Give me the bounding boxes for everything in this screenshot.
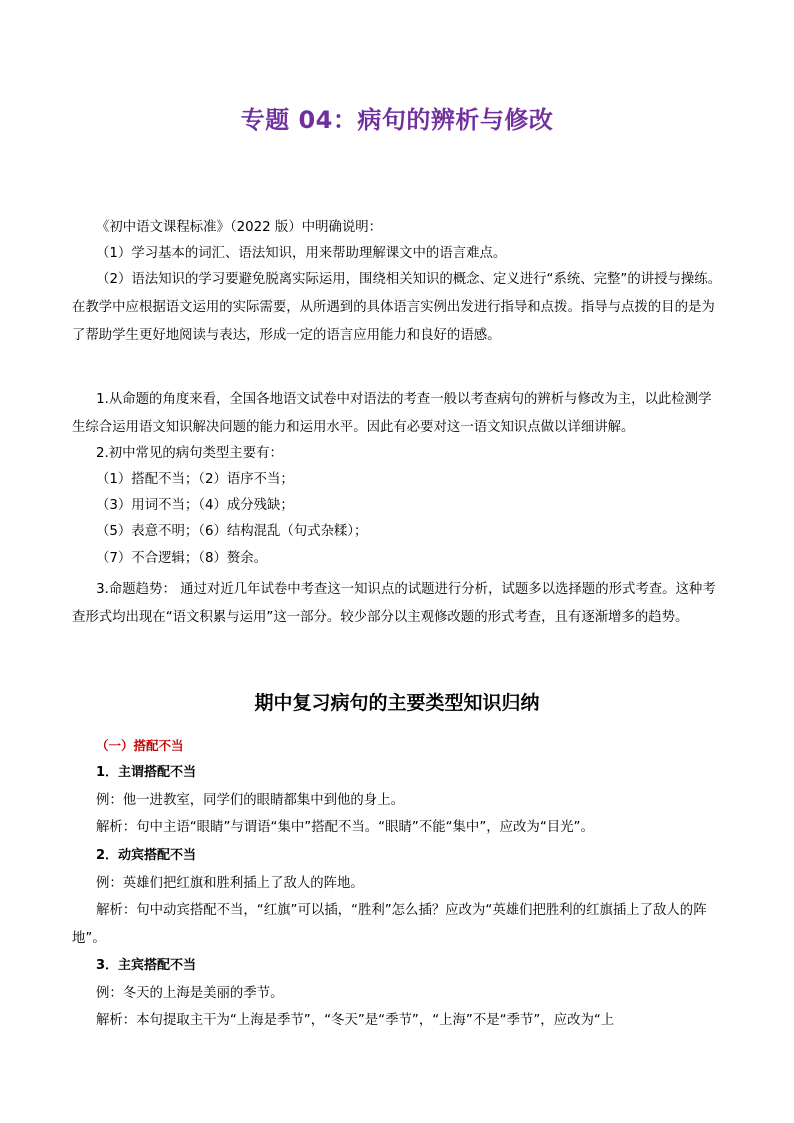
analysis-item-2: 2.初中常见的病句类型主要有： [96,446,283,461]
category-heading: （一）搭配不当 [96,738,184,753]
subtype-1-explain: 解析：句中主语“眼睛”与谓语“集中”搭配不当。“眼睛”不能“集中”，应改为“目光”。 [96,820,594,835]
standard-point-2: （2）语法知识的学习要避免脱离实际运用，围绕相关知识的概念、定义进行“系统、完整”的讲授与操练。在教学中应根据语文运用的实际需要，从所遇到的具体语言实例出发进行指导和点拨。指导与点拨的目的是为了帮助学生更好地阅读与表达，形成一定的语言应用能力和良好的语感。 [72,272,722,343]
type-line-4: （7）不合逻辑；（8）赘余。 [96,551,268,566]
standard-intro: 《初中语文课程标准》（2022 版）中明确说明： [96,220,383,235]
standard-point-1: （1）学习基本的词汇、语法知识，用来帮助理解课文中的语言难点。 [96,246,507,261]
type-line-2: （3）用词不当；（4）成分残缺； [96,498,294,513]
subtype-3-explain: 解析：本句提取主干为“上海是季节”，“冬天”是“季节”，“上海”不是“季节”，应改为“上 [96,1013,615,1028]
subtype-2-heading: 2．动宾搭配不当 [96,848,197,863]
subtype-1-example: 例：他一进教室，同学们的眼睛都集中到他的身上。 [96,793,404,808]
subtype-3-example: 例：冬天的上海是美丽的季节。 [96,986,284,1001]
section-title: 期中复习病句的主要类型知识归纳 [254,692,540,714]
type-line-3: （5）表意不明；（6）结构混乱（句式杂糅）； [96,524,368,539]
type-line-1: （1）搭配不当；（2）语序不当； [96,472,294,487]
document-title: 专题 04：病句的辨析与修改 [240,106,554,134]
analysis-item-1: 1.从命题的角度来看，全国各地语文试卷中对语法的考查一般以考查病句的辨析与修改为主，以此检测学生综合运用语文知识解决问题的能力和运用水平。因此有必要对这一语文知识点做以详细讲解。 [72,392,712,435]
subtype-2-explain: 解析：句中动宾搭配不当，“红旗”可以插，“胜利”怎么插？应改为“英雄们把胜利的红旗插上了敌人的阵地”。 [72,903,707,946]
subtype-3-heading: 3．主宾搭配不当 [96,958,197,973]
subtype-2-example: 例：英雄们把红旗和胜利插上了敌人的阵地。 [96,876,364,891]
subtype-1-heading: 1．主谓搭配不当 [96,765,197,780]
analysis-item-3: 3.命题趋势： 通过对近几年试卷中考查这一知识点的试题进行分析，试题多以选择题的形式考查。这种考查形式均出现在“语文积累与运用”这一部分。较少部分以主观修改题的形式考查，且有逐渐增多的趋势。 [72,582,716,625]
